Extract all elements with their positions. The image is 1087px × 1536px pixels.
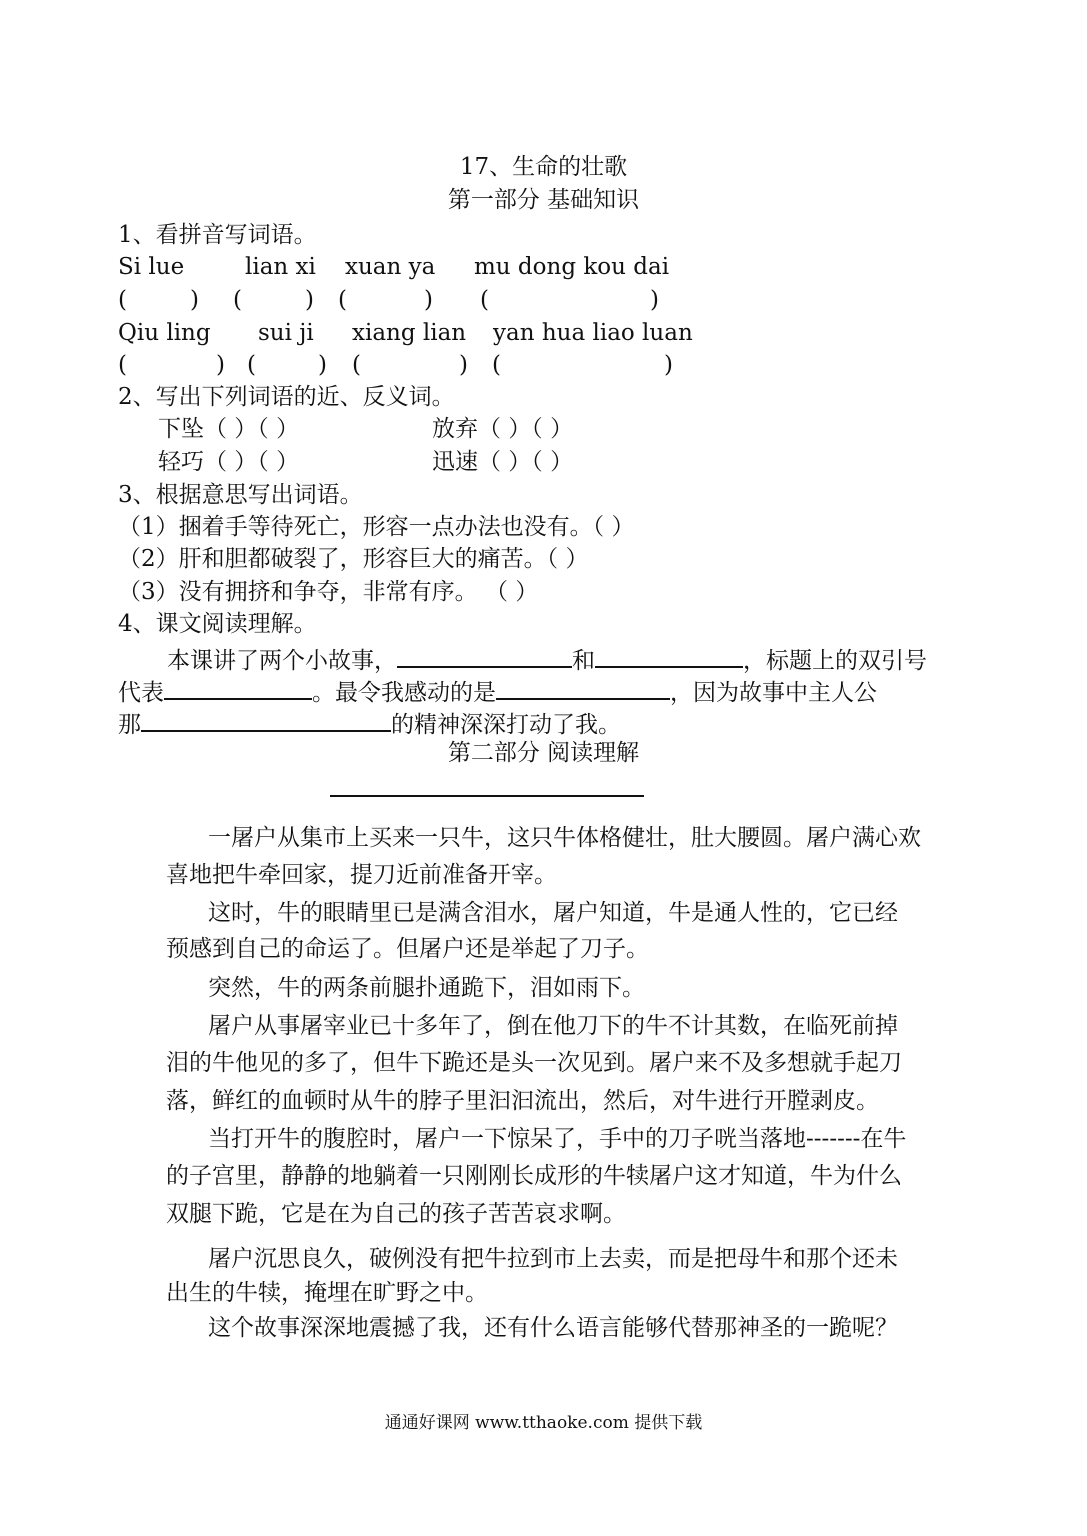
- q4-line-1: 本课讲了两个小故事， 和 ，标题上的双引号: [167, 642, 927, 676]
- pinyin-5: Qiu ling: [118, 320, 211, 346]
- q3-heading: 3、根据意思写出词语。: [118, 482, 363, 508]
- story-line: 屠户从事屠宰业已十多年了，倒在他刀下的牛不计其数，在临死前掉: [208, 1013, 898, 1039]
- pinyin-6: sui ji: [258, 320, 314, 346]
- q3-item-2: （2）肝和胆都破裂了，形容巨大的痛苦。（ ）: [118, 546, 589, 572]
- q2-word-1: 下坠（ ）（ ）: [158, 416, 300, 442]
- fill-blank-1[interactable]: [397, 642, 572, 668]
- q3-item-1: （1）捆着手等待死亡，形容一点办法也没有。（ ）: [118, 514, 635, 540]
- page-title: 17、生命的壮歌: [459, 154, 628, 180]
- story-line: 出生的牛犊，掩埋在旷野之中。: [166, 1280, 488, 1306]
- q2-word-2: 放弃（ ）（ ）: [432, 416, 574, 442]
- q2-word-3: 轻巧（ ）（ ）: [158, 449, 300, 475]
- story-line: 屠户沉思良久，破例没有把牛拉到市上去卖，而是把母牛和那个还未: [208, 1246, 898, 1272]
- pinyin-3: xuan ya: [345, 254, 436, 280]
- fill-blank-5[interactable]: [141, 706, 391, 732]
- story-line: 喜地把牛牵回家，提刀近前准备开宰。: [166, 862, 557, 888]
- story-line: 的子宫里，静静的地躺着一只刚刚长成形的牛犊屠户这才知道，牛为什么: [166, 1163, 902, 1189]
- story-line: 一屠户从集市上买来一只牛，这只牛体格健壮，肚大腰圆。屠户满心欢: [208, 825, 921, 851]
- q1-heading: 1、看拼音写词语。: [118, 222, 317, 248]
- pinyin-1: Si lue: [118, 254, 185, 280]
- pinyin-4: mu dong kou dai: [474, 254, 670, 280]
- part2-heading: 第二部分 阅读理解: [447, 740, 640, 766]
- reading-title-blank[interactable]: [330, 795, 644, 797]
- q3-item-3: （3）没有拥挤和争夺，非常有序。 （ ）: [118, 579, 539, 605]
- story-line: 泪的牛他见的多了，但牛下跪还是头一次见到。屠户来不及多想就手起刀: [166, 1050, 902, 1076]
- pinyin-8: yan hua liao luan: [493, 320, 693, 346]
- story-line: 这个故事深深地震撼了我，还有什么语言能够代替那神圣的一跪呢？: [208, 1315, 898, 1341]
- q2-heading: 2、写出下列词语的近、反义词。: [118, 384, 455, 410]
- story-line: 双腿下跪，它是在为自己的孩子苦苦哀求啊。: [166, 1201, 626, 1227]
- q2-word-4: 迅速（ ）（ ）: [432, 449, 574, 475]
- pinyin-7: xiang lian: [352, 320, 467, 346]
- footer-credit: 通通好课网 www.tthaoke.com 提供下载: [384, 1413, 703, 1433]
- q4-heading: 4、课文阅读理解。: [118, 611, 317, 637]
- story-line: 这时，牛的眼睛里已是满含泪水，屠户知道，牛是通人性的，它已经: [208, 900, 898, 926]
- part1-heading: 第一部分 基础知识: [447, 187, 640, 213]
- story-line: 落，鲜红的血顿时从牛的脖子里汩汩流出，然后，对牛进行开膛剥皮。: [166, 1088, 879, 1114]
- pinyin-2: lian xi: [245, 254, 316, 280]
- fill-blank-2[interactable]: [595, 642, 743, 668]
- q4-line-2: 代表 。最令我感动的是 ，因为故事中主人公: [118, 674, 877, 708]
- fill-blank-3[interactable]: [164, 674, 312, 700]
- story-line: 突然，牛的两条前腿扑通跪下，泪如雨下。: [208, 975, 645, 1001]
- story-line: 预感到自己的命运了。但屠户还是举起了刀子。: [166, 936, 649, 962]
- story-line: 当打开牛的腹腔时，屠户一下惊呆了，手中的刀子咣当落地-------在牛: [208, 1126, 907, 1152]
- fill-blank-4[interactable]: [496, 674, 670, 700]
- q4-line-3: 那 的精神深深打动了我。: [118, 706, 621, 740]
